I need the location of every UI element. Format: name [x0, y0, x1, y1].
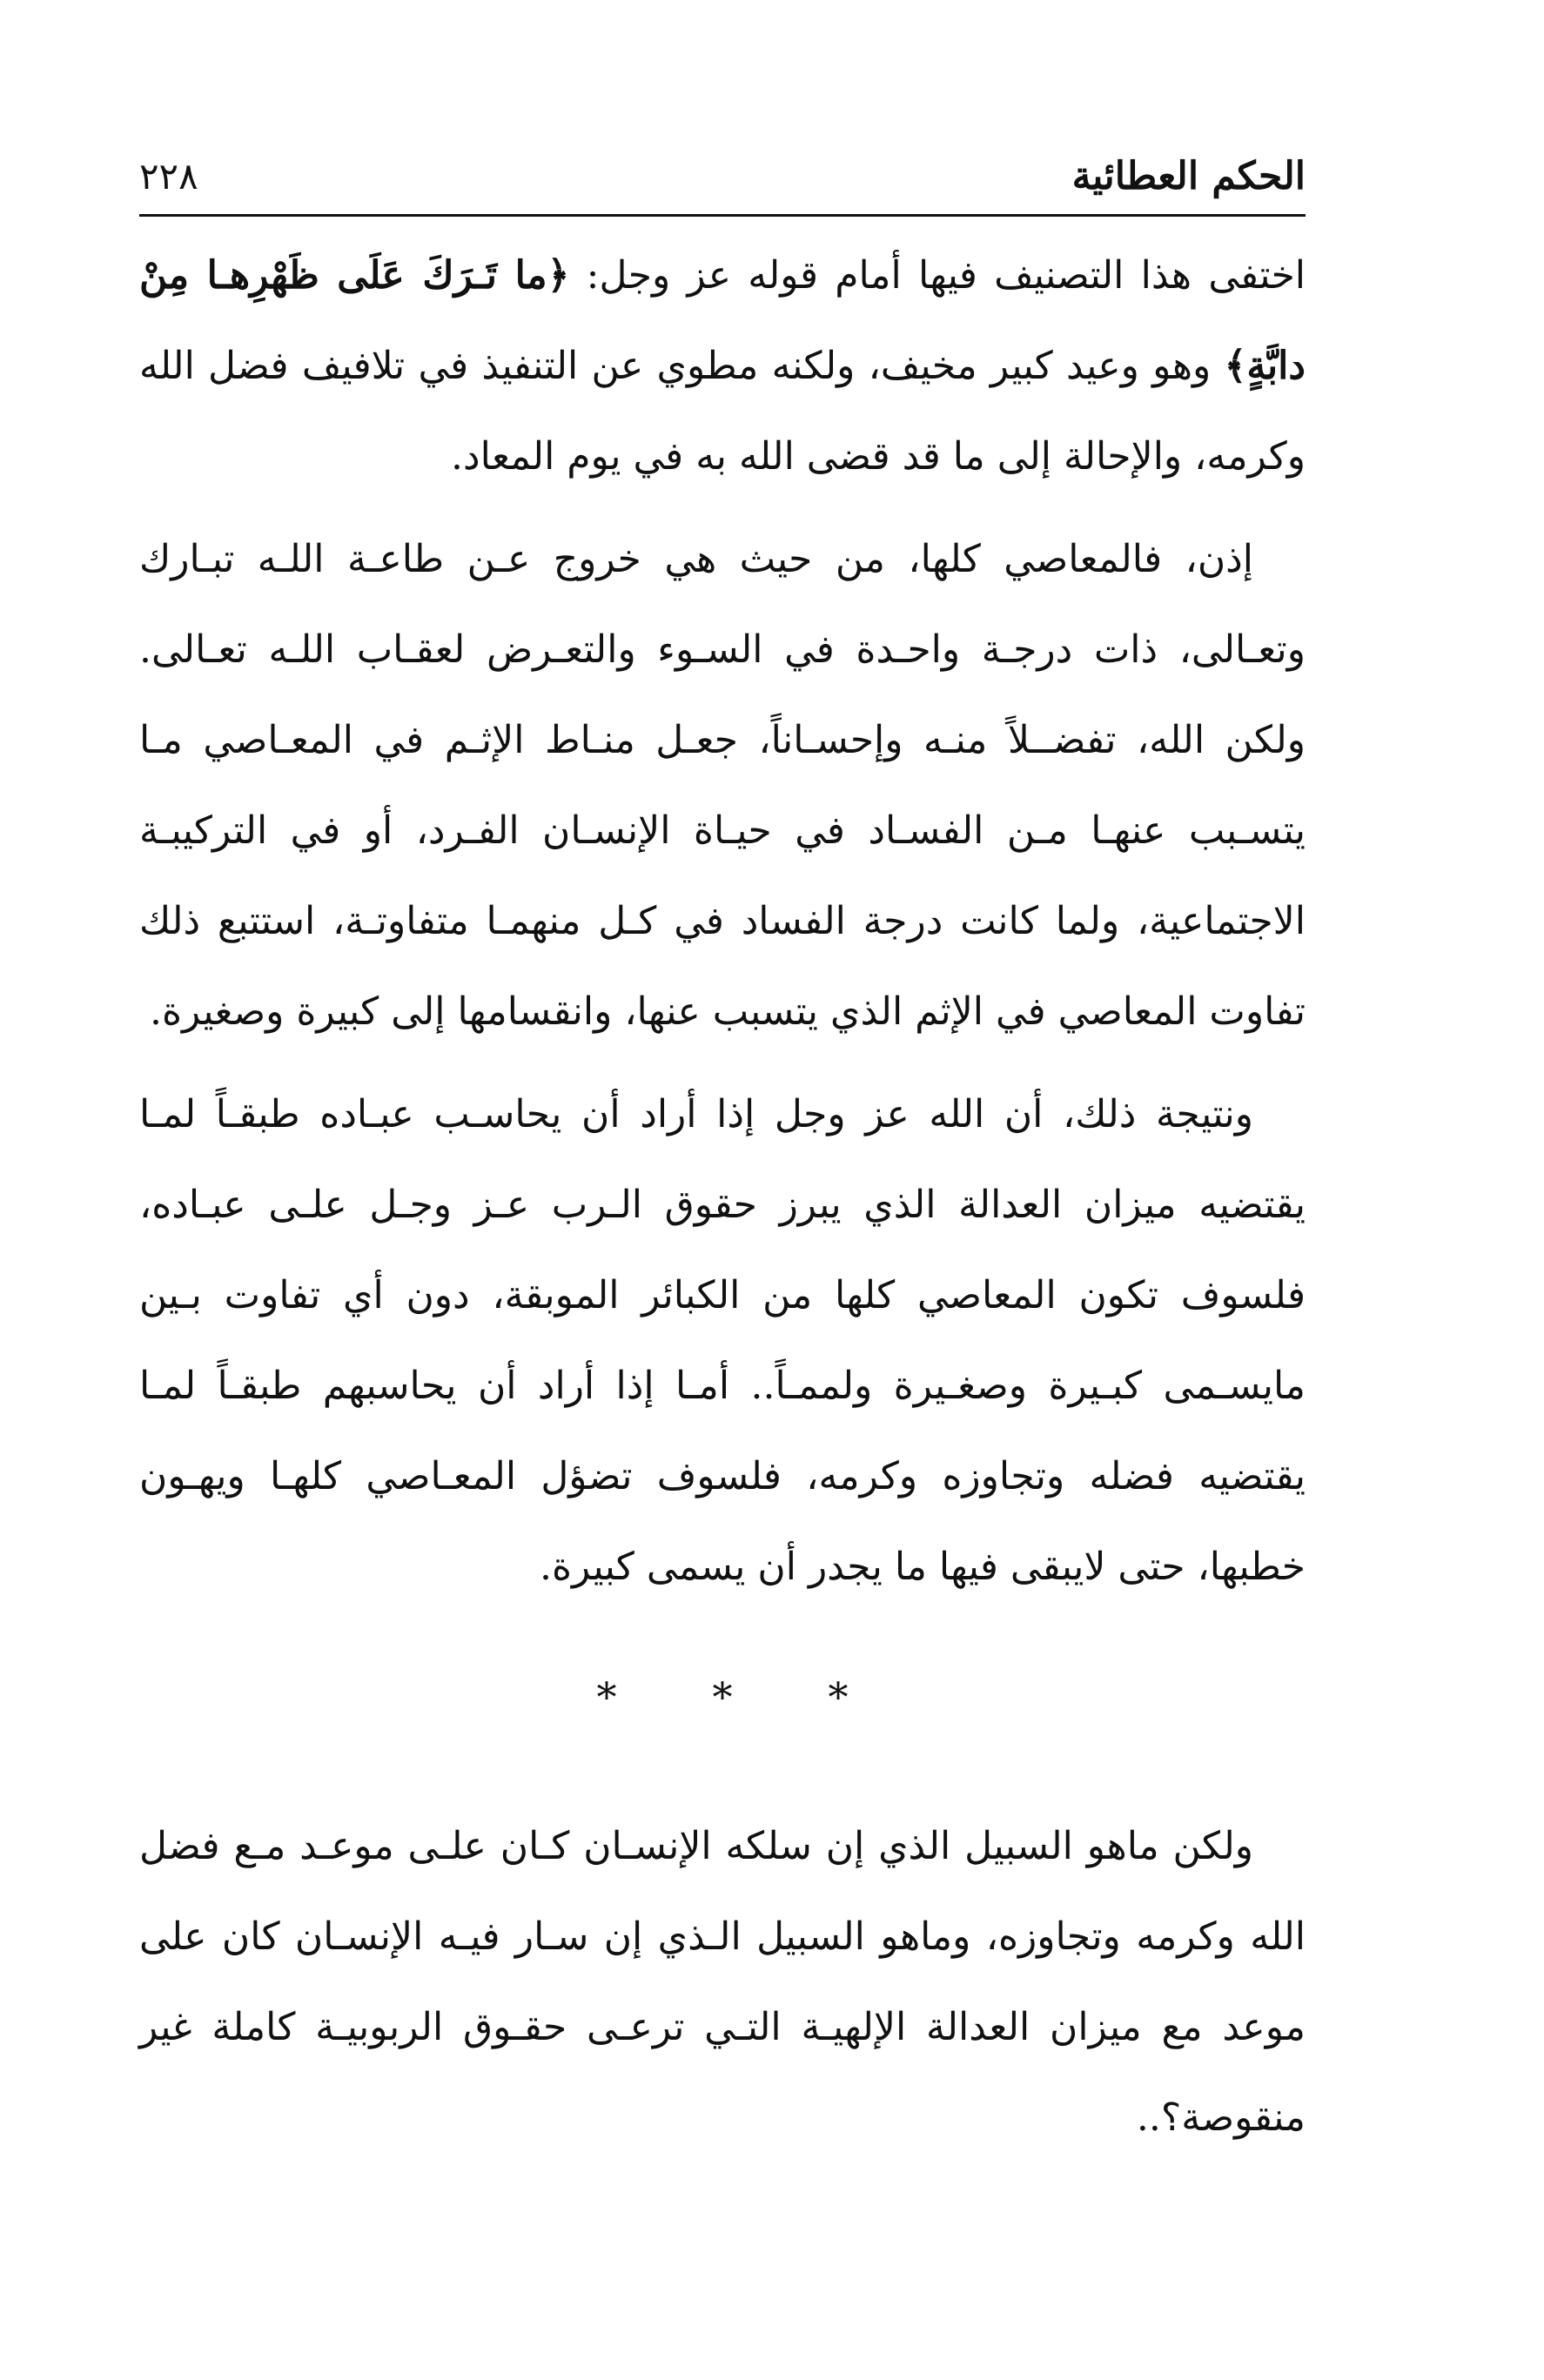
running-title: الحكم العطائية [1071, 154, 1306, 198]
page-number: ٢٢٨ [139, 155, 198, 198]
separator-asterisk: * [596, 1673, 617, 1720]
header-rule [139, 214, 1306, 217]
separator-asterisk: * [828, 1673, 849, 1720]
paragraph-4: ولكن ماهو السبيل الذي إن سلكه الإنسـان كـان علـى موعـد مـع فضل الله وكرمه وتجاوزه، وماهو السبيل الـذي إن سـار فيـه الإنسـان كان على موعد مع ميزان العدالة الإلهيـة التـي ترعـى حقـوق الربوبيـة كاملة غير منقوصة؟.. [139, 1824, 1306, 2140]
paragraph-1-before: اختفى هذا التصنيف فيها أمام قوله عز وجل: [569, 253, 1306, 298]
separator-asterisk: * [712, 1673, 733, 1720]
running-header [139, 146, 1306, 207]
paragraph-1-after: وهو وعيد كبير مخيف، ولكنه مطوي عن التنفيذ في تلافيف فضل الله وكرمه، والإحالة إلى ما قد قضى الله به في يوم المعاد. [139, 344, 1306, 479]
paragraph-2: إذن، فالمعاصي كلها، من حيث هي خروج عـن طاعـة اللـه تبـارك وتعـالى، ذات درجـة واحـدة في السـوء والتعـرض لعقـاب اللـه تعـالى. ولكن الله، تفضــلاً منـه وإحسـاناً، جعـل منـاط الإثـم في المعـاصي مـا يتسـبب عنهـا مـن الفسـاد في حيـاة الإنسـان الفـرد، أو في التركيبـة الاجتماعية، ولما كانت درجة الفساد في كـل منهمـا متفاوتـة، استتبع ذلك تفاوت المعاصي في الإثم الذي يتسبب عنها، وانقسامها إلى كبيرة وصغيرة. [139, 537, 1306, 1034]
paragraph-1 [139, 231, 1306, 502]
section-separator [139, 1662, 1306, 1732]
paragraph-3: ونتيجة ذلك، أن الله عز وجل إذا أراد أن يحاسـب عبـاده طبقـاً لمـا يقتضيه ميزان العدالة الذي يبرز حقوق الـرب عـز وجـل علـى عبـاده، فلسوف تكون المعاصي كلها من الكبائر الموبقة، دون أي تفاوت بـين مايسـمى كبـيرة وصغـيرة ولممـاً.. أمـا إذا أراد أن يحاسبهم طبقـاً لمـا يقتضيه فضله وتجاوزه وكرمه، فلسوف تضؤل المعـاصي كلهـا ويهـون خطبها، حتى لايبقى فيها ما يجدر أن يسمى كبيرة. [139, 1092, 1306, 1589]
main-text [139, 231, 1306, 1612]
quran-verse: ﴿ما تَـرَكَ عَلَى ظَهْرِهـا مِنْ دابَّةٍ﴾ [139, 253, 1306, 388]
closing-text [139, 1801, 1306, 2163]
